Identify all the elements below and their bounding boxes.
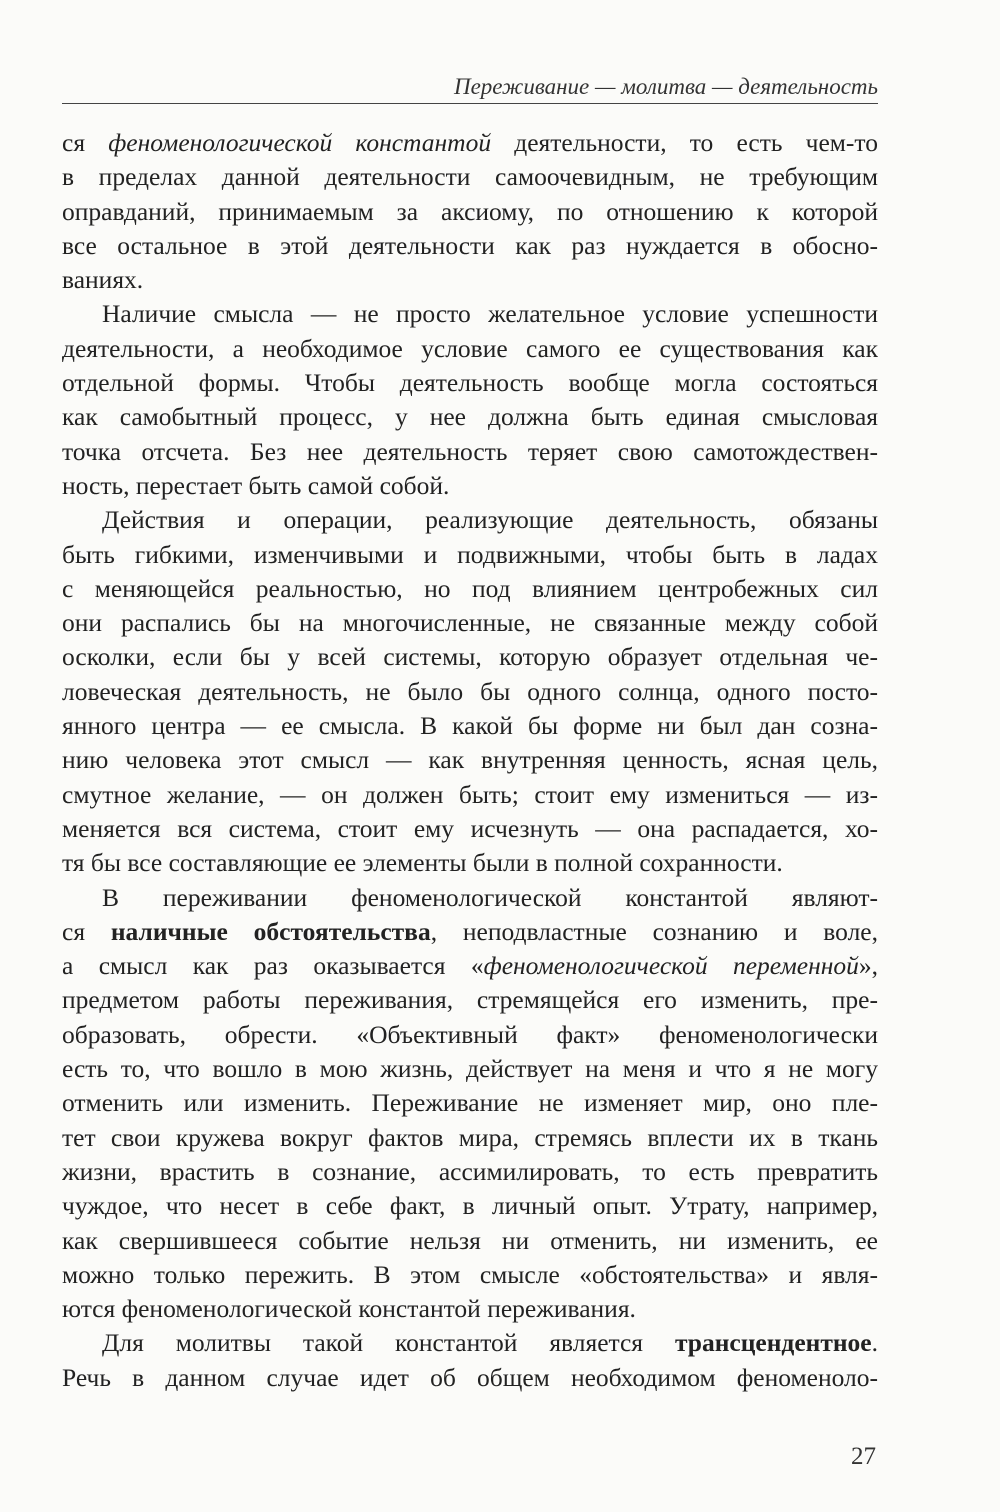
text-segment: предметом работы переживания, стремящейся его изменить, пре- <box>62 985 878 1015</box>
italic-term: феноменологической переменной <box>483 951 859 981</box>
text-segment: Наличие смысла — не просто желательное условие успешности <box>102 299 878 329</box>
text-segment: , неподвластные сознанию и воле, <box>430 916 878 946</box>
text-line <box>62 709 878 743</box>
text-segment: чуждое, что несет в себе факт, в личный опыт. Утрату, например, <box>62 1191 878 1221</box>
text-line <box>62 263 878 297</box>
text-segment: », <box>858 951 878 981</box>
text-segment: как самобытный процесс, у нее должна быть единая смысловая <box>62 402 878 432</box>
text-line <box>62 538 878 572</box>
text-segment: в пределах данной деятельности самоочевидным, не требующим <box>62 162 878 192</box>
header-rule <box>62 103 878 104</box>
text-segment: ся <box>62 128 109 157</box>
text-line <box>62 1052 878 1086</box>
text-segment: точка отсчета. Без нее деятельность теряет свою самотождествен- <box>62 436 878 466</box>
text-segment: осколки, если бы у всей системы, которую образует отдельная че- <box>62 642 878 672</box>
text-segment: все остальное в этой деятельности как раз нуждается в обосно- <box>62 230 878 260</box>
text-segment: тет свои кружева вокруг фактов мира, стремясь вплести их в ткань <box>62 1122 878 1152</box>
text-segment: а смысл как раз оказывается « <box>62 951 484 981</box>
bold-term: наличные обстоятельства <box>110 916 431 946</box>
text-segment: можно только пережить. В этом смысле «обстоятельства» и явля- <box>62 1259 878 1289</box>
text-line <box>62 1018 878 1052</box>
text-line <box>62 195 878 229</box>
text-line <box>62 1258 878 1292</box>
text-segment: ваниях. <box>62 265 144 295</box>
text-line <box>62 160 878 194</box>
text-line <box>62 469 878 503</box>
text-segment: янного центра — ее смысла. В какой бы форме ни был дан созна- <box>62 711 878 741</box>
text-line <box>62 572 878 606</box>
text-segment: они распались бы на многочисленные, не связанные между собой <box>62 608 878 638</box>
text-line <box>62 332 878 366</box>
body-text <box>62 126 878 1395</box>
text-segment: смутное желание, — он должен быть; стоит ему измениться — из- <box>62 779 878 809</box>
text-segment: нию человека этот смысл — как внутренняя ценность, ясная цель, <box>62 745 878 775</box>
text-segment: ся <box>62 916 111 946</box>
text-line <box>62 1326 878 1360</box>
text-segment: Речь в данном случае идет об общем необходимом феноменоло- <box>62 1362 878 1392</box>
text-line <box>62 640 878 674</box>
text-segment: деятельности, а необходимое условие самого ее существования как <box>62 333 878 363</box>
text-line <box>62 126 878 160</box>
text-segment: . <box>871 1328 878 1358</box>
bold-term: трансцендентное <box>674 1328 872 1358</box>
text-segment: Для молитвы такой константой является <box>102 1328 675 1358</box>
text-segment: ловеческая деятельность, не было бы одного солнца, одного посто- <box>62 676 878 706</box>
text-line <box>62 1361 878 1395</box>
text-line <box>62 1121 878 1155</box>
text-segment: Действия и операции, реализующие деятельность, обязаны <box>102 505 878 535</box>
text-segment: тя бы все составляющие ее элементы были в полной сохранности. <box>62 848 783 878</box>
text-line <box>62 778 878 812</box>
text-segment: жизни, врастить в сознание, ассимилировать, то есть превратить <box>62 1156 878 1186</box>
text-line <box>62 400 878 434</box>
text-segment: быть гибкими, изменчивыми и подвижными, чтобы быть в ладах <box>62 539 878 569</box>
text-segment: ность, перестает быть самой собой. <box>62 470 450 500</box>
text-line <box>62 1189 878 1223</box>
text-segment: В переживании феноменологической константой являют- <box>102 882 878 912</box>
text-line <box>62 743 878 777</box>
text-line <box>62 366 878 400</box>
text-line <box>62 983 878 1017</box>
italic-term: феноменологической константой <box>108 128 492 157</box>
text-segment: образовать, обрести. «Объективный факт» феноменологически <box>62 1019 878 1049</box>
text-line <box>62 435 878 469</box>
text-line <box>62 846 878 880</box>
running-head: Переживание — молитва — деятельность <box>453 74 878 99</box>
text-line <box>62 812 878 846</box>
text-segment: есть то, что вошло в мою жизнь, действует на меня и что я не могу <box>62 1054 878 1084</box>
text-segment: с меняющейся реальностью, но под влиянием центробежных сил <box>62 573 878 603</box>
page-number: 27 <box>851 1443 876 1470</box>
text-segment: отменить или изменить. Переживание не изменяет мир, оно пле- <box>62 1088 878 1118</box>
text-segment: оправданий, принимаемым за аксиому, по отношению к которой <box>62 196 878 226</box>
text-segment: ются феноменологической константой переживания. <box>62 1294 636 1324</box>
text-line <box>62 1292 878 1326</box>
text-segment: отдельной формы. Чтобы деятельность вообще могла состояться <box>62 368 878 398</box>
text-line <box>62 915 878 949</box>
text-line <box>62 1155 878 1189</box>
text-line <box>62 503 878 537</box>
text-line <box>62 881 878 915</box>
text-line <box>62 297 878 331</box>
text-line <box>62 675 878 709</box>
text-segment: деятельности, то есть чем-то <box>491 128 878 157</box>
text-line <box>62 229 878 263</box>
text-segment: меняется вся система, стоит ему исчезнуть — она распадается, хо- <box>62 813 878 843</box>
text-line <box>62 949 878 983</box>
text-line <box>62 1224 878 1258</box>
text-line <box>62 606 878 640</box>
text-line <box>62 1086 878 1120</box>
text-segment: как свершившееся событие нельзя ни отменить, ни изменить, ее <box>62 1225 878 1255</box>
